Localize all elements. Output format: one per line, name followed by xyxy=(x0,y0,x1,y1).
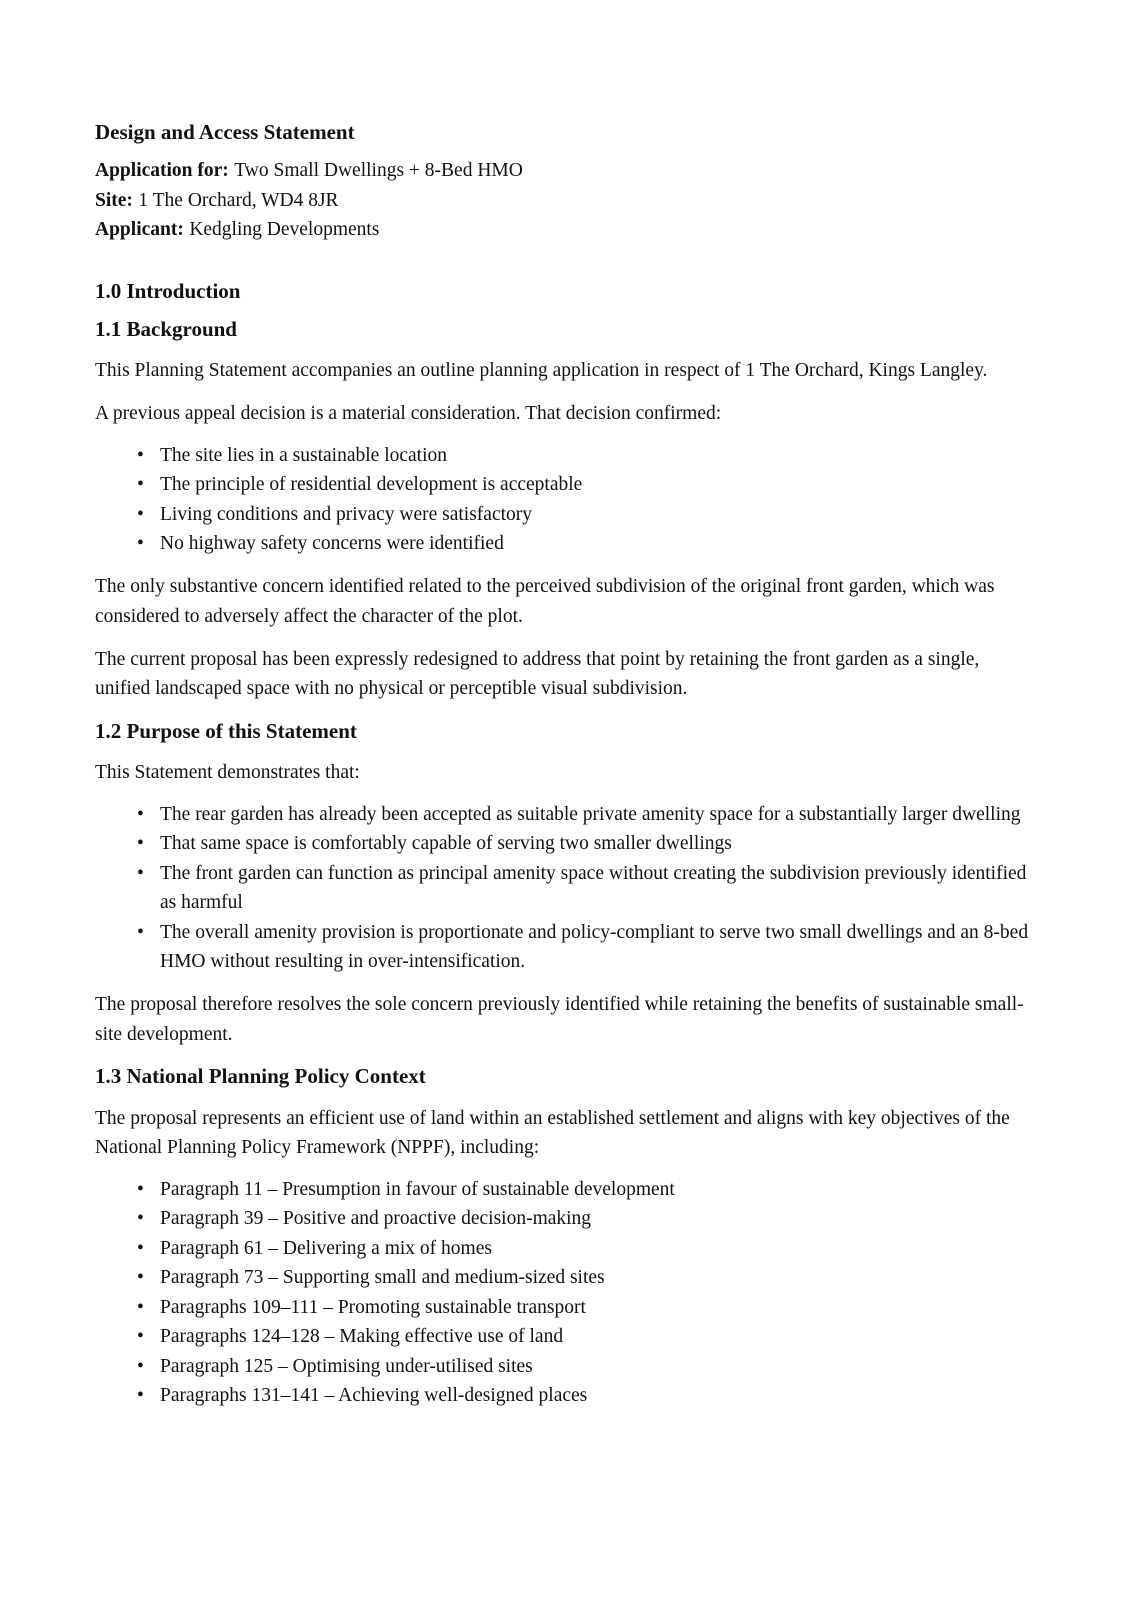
bullet-item: • Paragraph 73 – Supporting small and medium-sized sites xyxy=(137,1263,1035,1293)
meta-label-site: Site: xyxy=(95,189,133,211)
bullet-list-purpose xyxy=(95,800,1035,977)
bullet-item: • Paragraphs 131–141 – Achieving well-designed places xyxy=(137,1381,1035,1411)
bullet-item: • Living conditions and privacy were satisfactory xyxy=(137,500,1035,530)
paragraph-background-2: A previous appeal decision is a material consideration. That decision confirmed: xyxy=(95,403,722,424)
meta-value-application: Two Small Dwellings + 8-Bed HMO xyxy=(234,160,523,181)
bullet-item: • The overall amenity provision is proportionate and policy-compliant to serve two small dwellings and an 8-bed HMO without resulting in over-intensification. xyxy=(137,918,1035,977)
document-meta xyxy=(95,156,1035,245)
bullet-list-nppf-paragraphs xyxy=(95,1175,1035,1411)
meta-label-application: Application for: xyxy=(95,160,229,181)
paragraph-background-1: This Planning Statement accompanies an outline planning application in respect of 1 The Orchard, Kings Langley. xyxy=(95,360,988,381)
paragraph-background-4: The current proposal has been expressly redesigned to address that point by retaining the front garden as a single, unified landscaped space with no physical or perceptible visual subdivision. xyxy=(95,648,980,699)
meta-line-site xyxy=(95,186,1035,216)
heading-introduction: 1.0 Introduction xyxy=(95,278,241,303)
document-title: Design and Access Statement xyxy=(95,120,355,144)
paragraph-purpose-2: The proposal therefore resolves the sole concern previously identified while retaining the benefits of sustainable small-site development. xyxy=(95,994,1024,1045)
bullet-item: • Paragraphs 124–128 – Making effective use of land xyxy=(137,1322,1035,1352)
heading-background: 1.1 Background xyxy=(95,316,237,341)
bullet-item: • The front garden can function as principal amenity space without creating the subdivision previously identified as harmful xyxy=(137,859,1035,918)
meta-line-application xyxy=(95,156,1035,186)
paragraph-policy-1: The proposal represents an efficient use of land within an established settlement and aligns with key objectives of the National Planning Policy Framework (NPPF), including: xyxy=(95,1107,1010,1158)
bullet-list-appeal-findings xyxy=(95,441,1035,559)
bullet-item: • The rear garden has already been accepted as suitable private amenity space for a substantially larger dwelling xyxy=(137,800,1035,830)
bullet-item: • Paragraph 39 – Positive and proactive decision-making xyxy=(137,1204,1035,1234)
bullet-item: • Paragraphs 109–111 – Promoting sustainable transport xyxy=(137,1293,1035,1323)
heading-policy-context: 1.3 National Planning Policy Context xyxy=(95,1064,426,1088)
bullet-item: • The site lies in a sustainable location xyxy=(137,441,1035,471)
heading-purpose: 1.2 Purpose of this Statement xyxy=(95,718,357,743)
paragraph-purpose-1: This Statement demonstrates that: xyxy=(95,762,360,783)
bullet-item: • Paragraph 11 – Presumption in favour of sustainable development xyxy=(137,1175,1035,1205)
paragraph-background-3: The only substantive concern identified related to the perceived subdivision of the original front garden, which was considered to adversely affect the character of the plot. xyxy=(95,576,995,627)
meta-line-applicant xyxy=(95,215,1035,245)
meta-label-applicant: Applicant: xyxy=(95,219,184,240)
meta-value-site: 1 The Orchard, WD4 8JR xyxy=(138,189,339,211)
bullet-item: • Paragraph 125 – Optimising under-utilised sites xyxy=(137,1352,1035,1382)
bullet-item: • That same space is comfortably capable of serving two smaller dwellings xyxy=(137,829,1035,859)
meta-value-applicant: Kedgling Developments xyxy=(189,219,380,240)
bullet-item: • No highway safety concerns were identified xyxy=(137,529,1035,559)
bullet-item: • The principle of residential development is acceptable xyxy=(137,470,1035,500)
bullet-item: • Paragraph 61 – Delivering a mix of homes xyxy=(137,1234,1035,1264)
